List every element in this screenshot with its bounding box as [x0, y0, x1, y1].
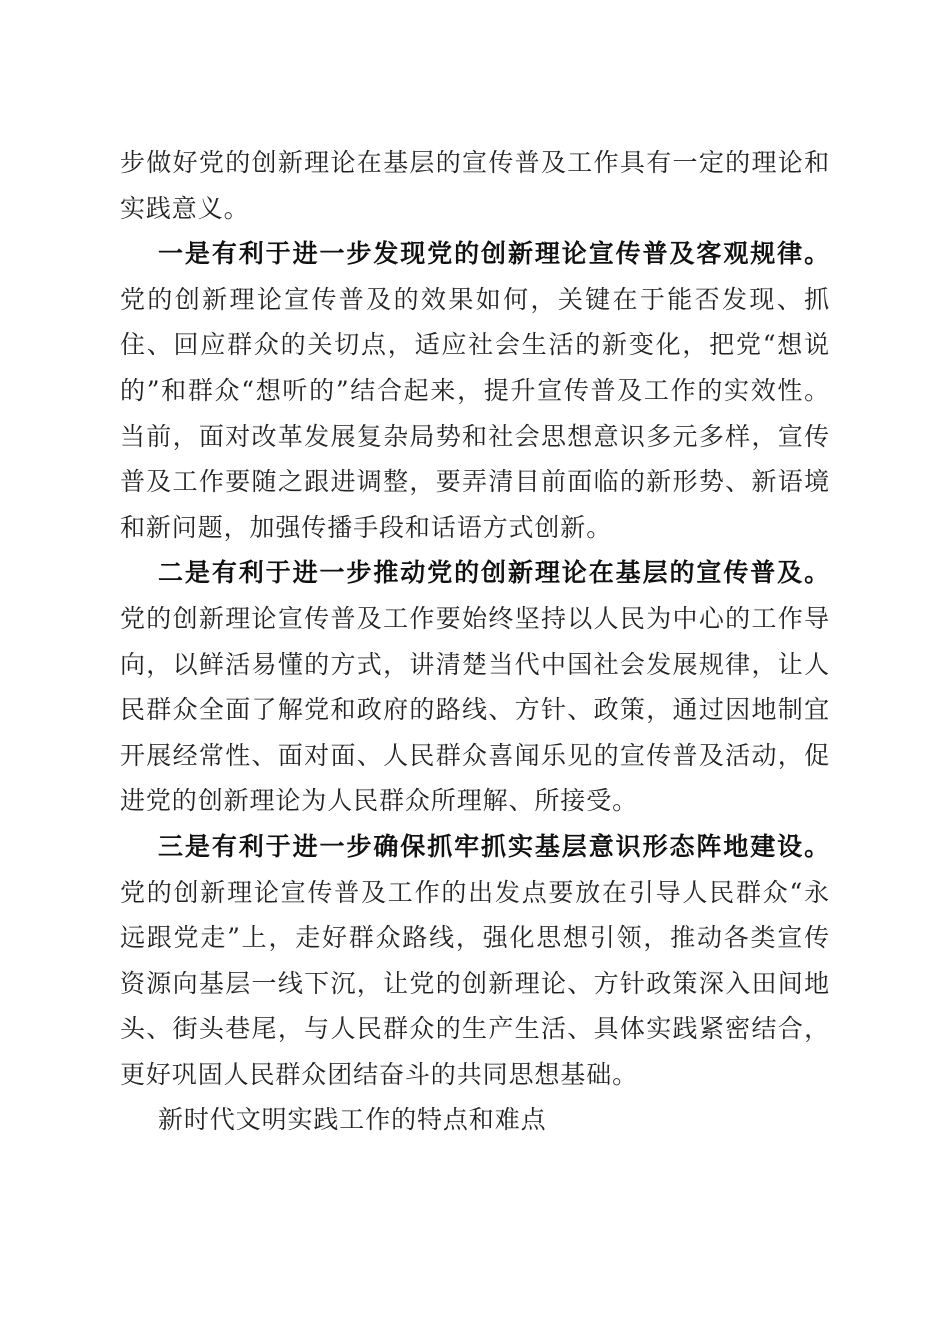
- paragraph-text: 步做好党的创新理论在基层的宣传普及工作具有一定的理论和实践意义。: [120, 148, 830, 223]
- paragraph-point-two: [120, 550, 830, 824]
- document-body: [120, 140, 830, 1143]
- paragraph-lead: 二是有利于进一步推动党的创新理论在基层的宣传普及。: [158, 558, 830, 588]
- paragraph-text: 党的创新理论宣传普及工作要始终坚持以人民为中心的工作导向，以鲜活易懂的方式，讲清楚当代中国社会发展规律，让人民群众全面了解党和政府的路线、方针、政策，通过因地制宜开展经常性、面对面、人民群众喜闻乐见的宣传普及活动，促进党的创新理论为人民群众所理解、所接受。: [120, 603, 830, 816]
- paragraph-point-one: [120, 231, 830, 550]
- paragraph-text: 党的创新理论宣传普及的效果如何，关键在于能否发现、抓住、回应群众的关切点，适应社会生活的新变化，把党“想说的”和群众“想听的”结合起来，提升宣传普及工作的实效性。当前，面对改革发展复杂局势和社会思想意识多元多样，宣传普及工作要随之跟进调整，要弄清目前面临的新形势、新语境和新问题，加强传播手段和话语方式创新。: [120, 284, 830, 542]
- paragraph-text: 党的创新理论宣传普及工作的出发点要放在引导人民群众“永远跟党走”上，走好群众路线，强化思想引领，推动各类宣传资源向基层一线下沉，让党的创新理论、方针政策深入田间地头、街头巷尾，与人民群众的生产生活、具体实践紧密结合，更好巩固人民群众团结奋斗的共同思想基础。: [120, 877, 830, 1089]
- section-heading: 新时代文明实践工作的特点和难点: [158, 1105, 547, 1135]
- paragraph-lead: 三是有利于进一步确保抓牢抓实基层意识形态阵地建设。: [158, 831, 830, 861]
- paragraph-lead: 一是有利于进一步发现党的创新理论宣传普及客观规律。: [158, 239, 830, 269]
- paragraph-point-three: [120, 824, 830, 1098]
- paragraph-continuation: [120, 140, 830, 231]
